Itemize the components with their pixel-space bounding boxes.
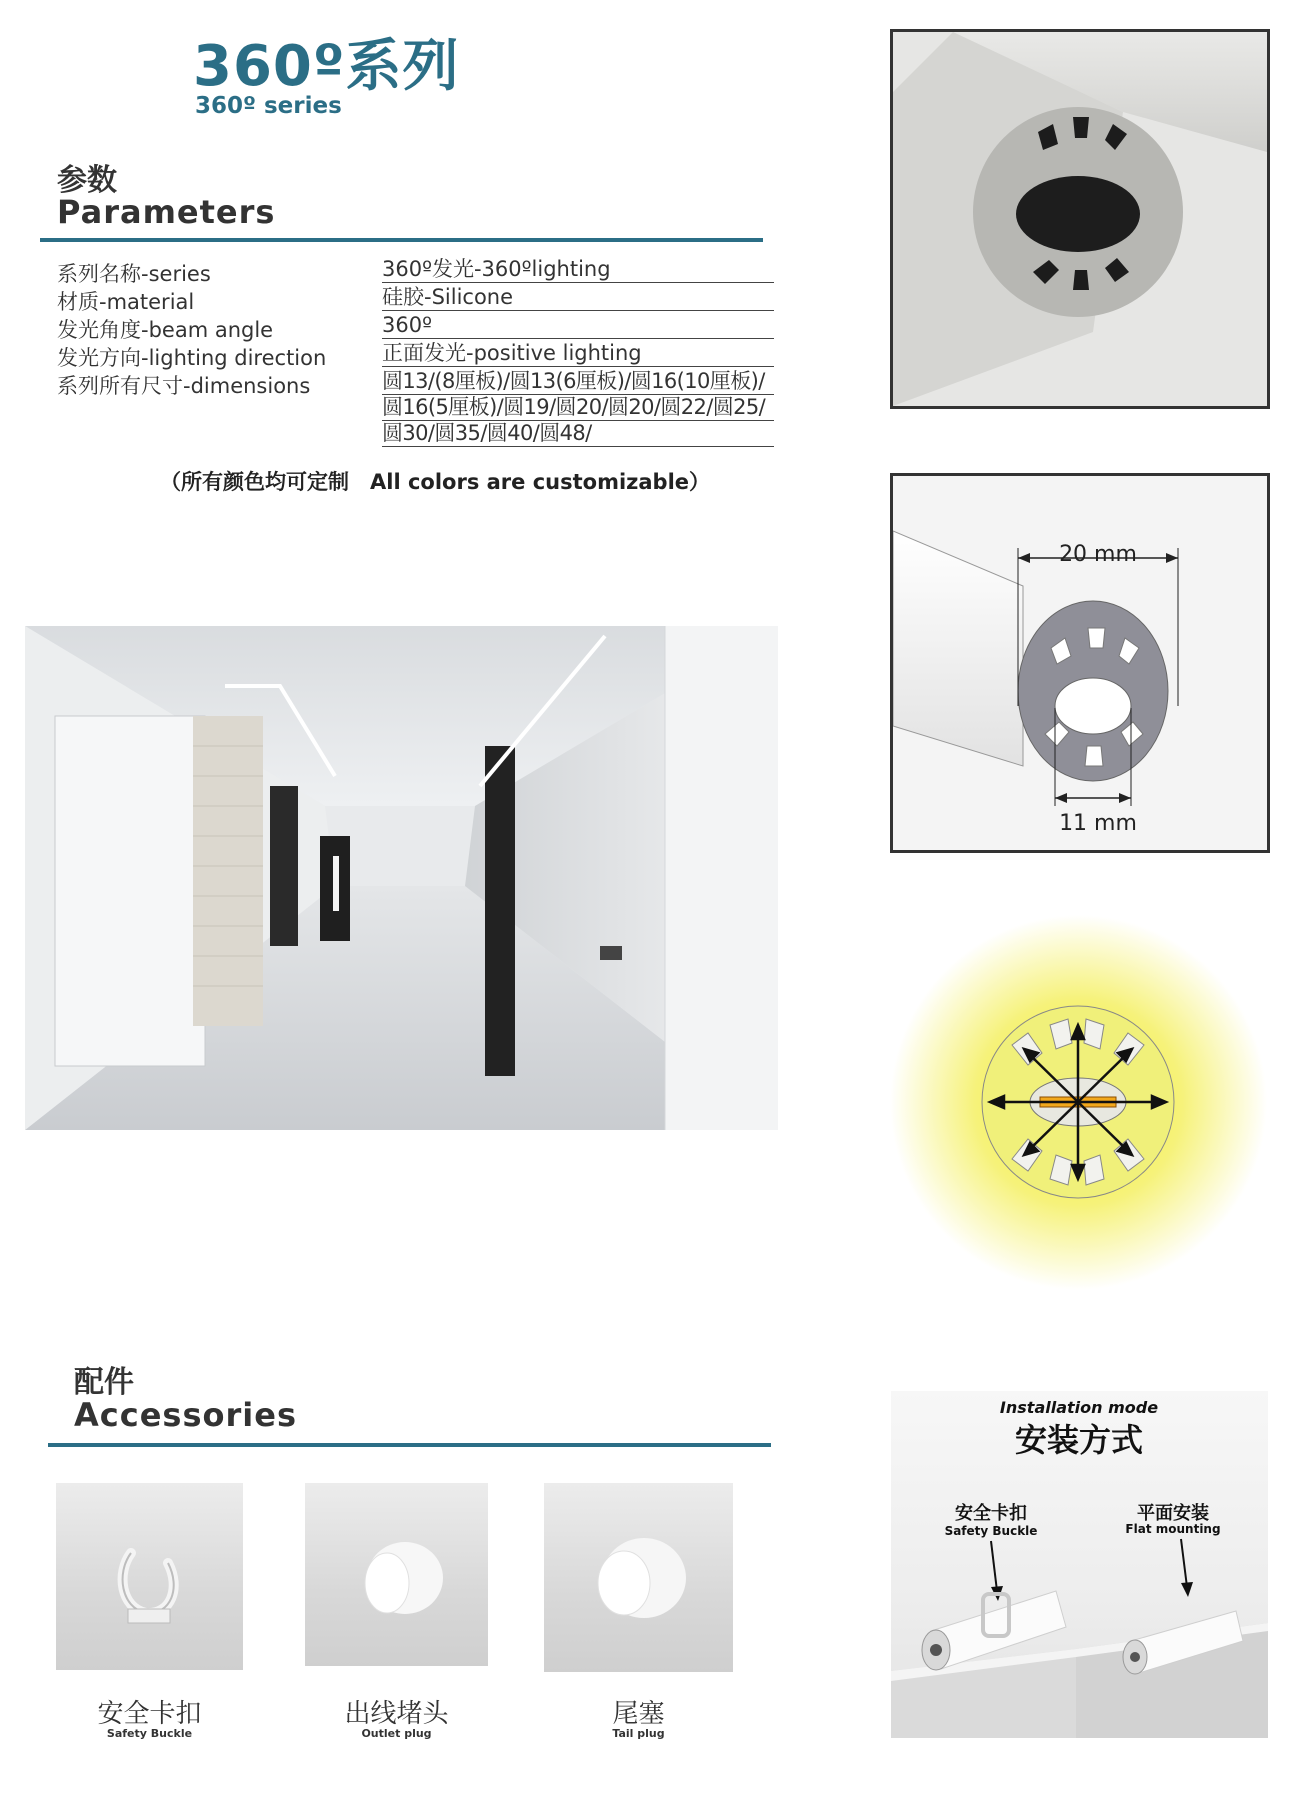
param-label-beam-angle: 发光角度-beam angle [57, 318, 274, 342]
safety-buckle-name-cn: 安全卡扣 [97, 1699, 202, 1729]
accessories-divider [48, 1443, 771, 1447]
installation-option2-en: Flat mounting [1125, 1522, 1221, 1536]
accessories-heading-en: Accessories [74, 1396, 297, 1434]
param-value-series: 360º发光-360ºlighting [382, 257, 774, 283]
param-value-beam-angle: 360º [382, 313, 774, 339]
installation-mode-panel [891, 1391, 1268, 1738]
param-label-lighting-direction: 发光方向-lighting direction [57, 346, 327, 370]
param-value-dimensions-2: 圆16(5厘板)/圆19/圆20/圆20/圆22/圆25/ [382, 395, 774, 421]
parameters-divider [40, 238, 763, 242]
param-value-dimensions-3: 圆30/圆35/圆40/圆48/ [382, 421, 774, 447]
param-value-material: 硅胶-Silicone [382, 285, 774, 311]
page-title: 360º系列 [193, 34, 460, 99]
installation-title-en: Installation mode [999, 1398, 1159, 1417]
page-subtitle: 360º series [195, 93, 342, 119]
param-label-series: 系列名称-series [57, 262, 211, 286]
installation-option2-cn: 平面安装 [1137, 1503, 1209, 1524]
param-value-lighting-direction: 正面发光-positive lighting [382, 341, 774, 367]
tail-plug-name-cn: 尾塞 [612, 1699, 665, 1729]
param-label-material: 材质-material [57, 290, 195, 314]
safety-buckle-image [56, 1483, 243, 1670]
tail-plug-name-en: Tail plug [612, 1727, 665, 1740]
inner-diameter-label: 11 mm [1059, 811, 1137, 836]
param-value-dimensions-1: 圆13/(8厘板)/圆13(6厘板)/圆16(10厘板)/ [382, 369, 774, 395]
installation-option1-cn: 安全卡扣 [955, 1503, 1027, 1524]
outlet-plug-name-cn: 出线堵头 [344, 1699, 449, 1729]
outlet-plug-image [305, 1483, 488, 1666]
tail-plug-image [544, 1483, 733, 1672]
light-emission-diagram [890, 915, 1267, 1290]
installation-title-cn: 安装方式 [1014, 1421, 1144, 1459]
param-label-dimensions: 系列所有尺寸-dimensions [57, 374, 311, 398]
color-customization-note: （所有颜色均可定制 All colors are customizable） [160, 470, 711, 494]
corridor-photo [25, 626, 778, 1130]
installation-option1-en: Safety Buckle [944, 1524, 1038, 1538]
tube-cross-section-image [890, 29, 1270, 409]
outlet-plug-name-en: Outlet plug [361, 1727, 432, 1740]
parameters-heading-en: Parameters [57, 193, 276, 231]
tube-dimension-diagram [890, 473, 1270, 853]
outer-diameter-label: 20 mm [1059, 542, 1137, 567]
parameters-heading-cn: 参数 [57, 163, 117, 198]
safety-buckle-name-en: Safety Buckle [106, 1727, 193, 1740]
accessories-heading-cn: 配件 [74, 1365, 134, 1400]
